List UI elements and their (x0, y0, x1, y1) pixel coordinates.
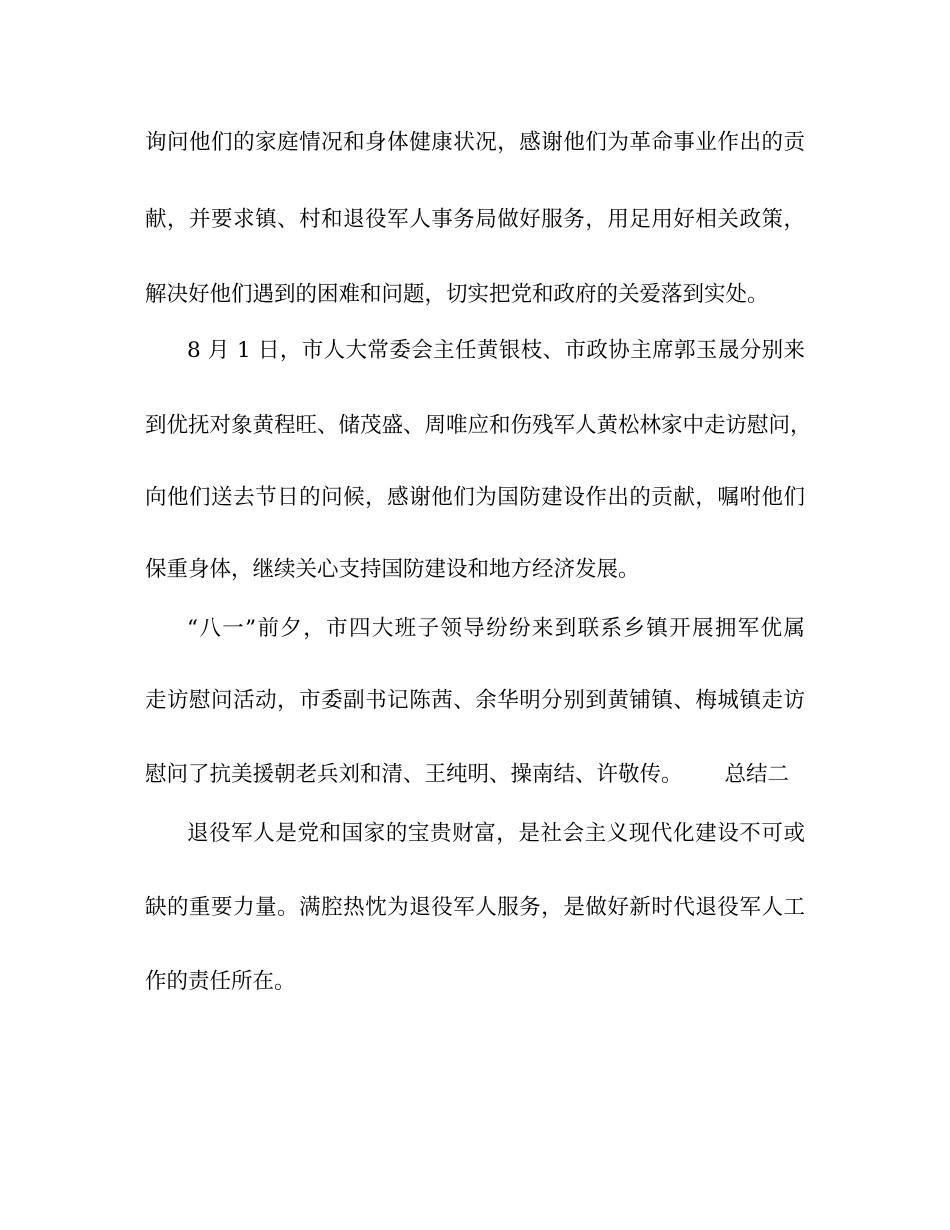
paragraph-line: 解决好他们遇到的困难和问题，切实把党和政府的关爱落到实处。 (145, 282, 769, 307)
paragraph-line: 献，并要求镇、村和退役军人事务局做好服务，用足用好相关政策， (145, 207, 805, 232)
paragraph-line: 作的责任所在。 (145, 969, 296, 994)
paragraph-line-with-heading (145, 760, 805, 790)
paragraph-line: 慰问了抗美援朝老兵刘和清、王纯明、操南结、许敬传。 (145, 762, 683, 787)
paragraph-line: 保重身体，继续关心支持国防建设和地方经济发展。 (145, 557, 640, 582)
paragraph-line: 到优抚对象黄程旺、储茂盛、周唯应和伤残军人黄松林家中走访慰问， (145, 413, 812, 438)
paragraph-line: 询问他们的家庭情况和身体健康状况，感谢他们为革命事业作出的贡 (145, 130, 805, 155)
paragraph-line: 向他们送去节日的问候，感谢他们为国防建设作出的贡献，嘱咐他们 (145, 485, 805, 510)
paragraph-line: “八一”前夕，市四大班子领导纷纷来到联系乡镇开展拥军优属 (187, 616, 805, 641)
paragraph-line: 缺的重要力量。满腔热忱为退役军人服务，是做好新时代退役军人工 (145, 895, 805, 920)
paragraph-line: 退役军人是党和国家的宝贵财富，是社会主义现代化建设不可或 (187, 821, 805, 846)
paragraph-line: 走访慰问活动，市委副书记陈茜、余华明分别到黄铺镇、梅城镇走访 (145, 688, 805, 713)
section-heading: 总结二 (724, 762, 790, 787)
paragraph-line: 8 月 1 日，市人大常委会主任黄银枝、市政协主席郭玉晟分别来 (187, 338, 805, 363)
